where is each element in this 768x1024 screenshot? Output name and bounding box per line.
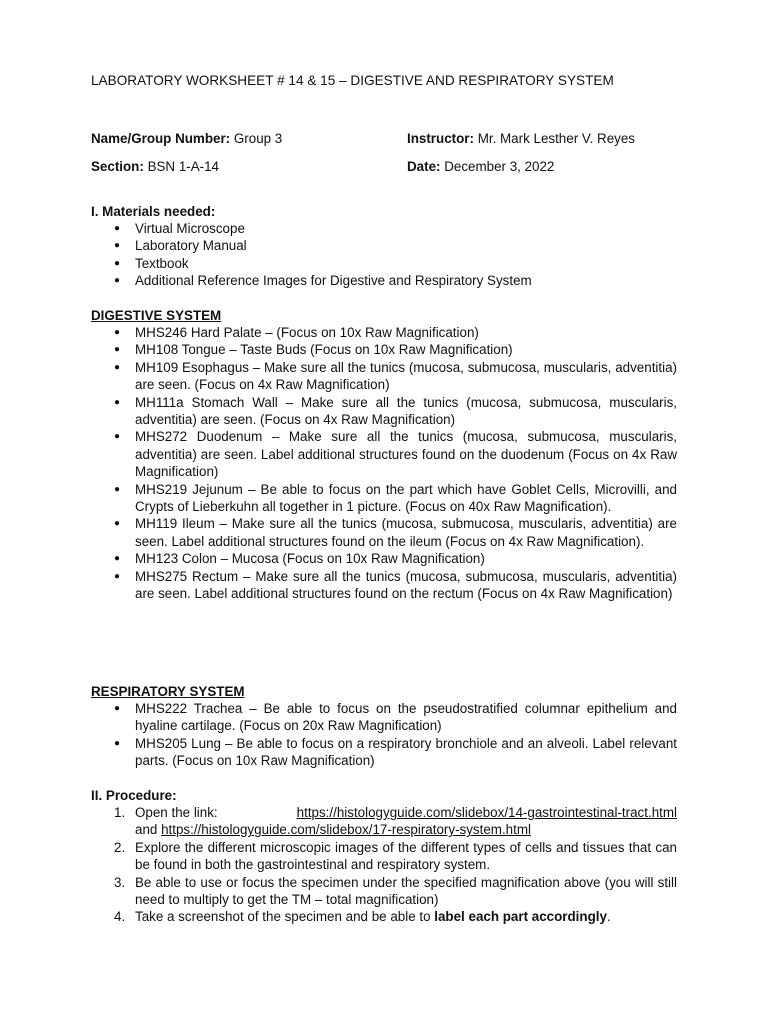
- name-group-value: Group 3: [233, 131, 283, 146]
- instructor-label: Instructor:: [407, 131, 474, 146]
- respiratory-list: [114, 700, 677, 770]
- materials-heading: I. Materials needed:: [91, 204, 216, 219]
- list-item: ● MHS246 Hard Palate – (Focus on 10x Raw Magnification): [114, 325, 479, 340]
- list-item: ● Laboratory Manual: [114, 238, 247, 254]
- step-text: Open the link:: [135, 805, 218, 820]
- step-text: Take a screenshot of the specimen and be able to: [135, 909, 431, 925]
- list-item: ● MHS275 Rectum – Make sure all the tunics (mucosa, submucosa, muscularis, adventitia) are seen. Label additional structures found on the rectum (Focus on 4x Raw Magnification): [114, 568, 677, 602]
- step-text: Be able to use or focus the specimen under the specified magnification above (you will still need to multiply to get the TM – total magnification): [135, 874, 677, 908]
- step-number: 2.: [114, 839, 126, 855]
- materials-list: [114, 220, 677, 290]
- section-field: [91, 158, 219, 175]
- step-emphasis: label each part accordingly: [434, 909, 607, 925]
- bullet-icon: ●: [114, 518, 121, 530]
- bullet-icon: ●: [114, 327, 121, 338]
- bullet-icon: ●: [114, 396, 121, 408]
- step-number: 3.: [114, 874, 126, 890]
- bullet-icon: ●: [114, 703, 121, 714]
- bullet-icon: ●: [114, 737, 121, 749]
- bullet-icon: ●: [114, 483, 121, 495]
- gastrointestinal-link[interactable]: https://histologyguide.com/slidebox/14-gastrointestinal-tract.html: [296, 805, 677, 820]
- list-item: ● MH119 Ileum – Make sure all the tunics (mucosa, submucosa, muscularis, adventitia) are seen. Label additional structures found on the ileum (Focus on 4x Raw Magnification).: [114, 516, 677, 549]
- step-period: .: [606, 909, 611, 925]
- list-item: ● Textbook: [114, 255, 189, 271]
- date-label: Date:: [407, 159, 441, 174]
- list-item: ● MH109 Esophagus – Make sure all the tunics (mucosa, submucosa, muscularis, adventitia) are seen. (Focus on 4x Raw Magnification): [114, 359, 677, 393]
- bullet-icon: ●: [114, 275, 121, 287]
- step-text: Explore the different microscopic images of the different types of cells and tissues that can be found in both the gastrointestinal and respiratory system.: [135, 839, 677, 873]
- list-item: ● MH123 Colon – Mucosa (Focus on 10x Raw Magnification): [114, 551, 485, 567]
- step-text-and: and: [135, 822, 158, 838]
- list-item: ● Additional Reference Images for Digestive and Respiratory System: [114, 273, 532, 289]
- instructor-field: [407, 130, 635, 147]
- respiratory-link[interactable]: https://histologyguide.com/slidebox/17-respiratory-system.html: [161, 822, 531, 838]
- digestive-heading: DIGESTIVE SYSTEM: [91, 308, 222, 323]
- procedure-step: [114, 804, 677, 839]
- bullet-icon: ●: [114, 223, 121, 234]
- name-group-label: Name/Group Number:: [91, 131, 231, 146]
- page-title: LABORATORY WORKSHEET # 14 & 15 – DIGESTIVE AND RESPIRATORY SYSTEM: [91, 73, 614, 88]
- respiratory-heading: RESPIRATORY SYSTEM: [91, 684, 245, 699]
- list-item: ● MHS272 Duodenum – Make sure all the tunics (mucosa, submucosa, muscularis, adventitia) are seen. Label additional structures found on the duodenum (Focus on 4x Raw Magnification): [114, 429, 677, 480]
- bullet-icon: ●: [114, 240, 121, 252]
- procedure-heading: II. Procedure:: [91, 788, 177, 803]
- instructor-value: Mr. Mark Lesther V. Reyes: [477, 131, 635, 146]
- section-value: BSN 1-A-14: [147, 159, 220, 174]
- procedure-step: [114, 839, 677, 874]
- procedure-list: [114, 804, 677, 926]
- list-item: ● Virtual Microscope: [114, 221, 245, 236]
- procedure-step: [114, 874, 677, 909]
- list-item: ● MHS219 Jejunum – Be able to focus on the part which have Goblet Cells, Microvilli, and Crypts of Lieberkuhn all together in 1 picture. (Focus on 40x Raw Magnification).: [114, 481, 677, 515]
- bullet-icon: ●: [114, 553, 121, 565]
- step-number: 4.: [114, 909, 126, 925]
- list-item: ● MHS205 Lung – Be able to focus on a respiratory bronchiole and an alveoli. Label relevant parts. (Focus on 10x Raw Magnification): [114, 735, 677, 769]
- procedure-step: [114, 908, 677, 925]
- bullet-icon: ●: [114, 431, 121, 443]
- name-group-field: [91, 130, 282, 147]
- bullet-icon: ●: [114, 570, 121, 582]
- list-item: ● MHS222 Trachea – Be able to focus on the pseudostratified columnar epithelium and hyaline cartilage. (Focus on 20x Raw Magnification): [114, 701, 677, 734]
- bullet-icon: ●: [114, 344, 121, 356]
- bullet-icon: ●: [114, 257, 121, 269]
- list-item: ● MH111a Stomach Wall – Make sure all the tunics (mucosa, submucosa, muscularis, adventitia) are seen. (Focus on 4x Raw Magnification): [114, 394, 677, 428]
- list-item: ● MH108 Tongue – Taste Buds (Focus on 10x Raw Magnification): [114, 342, 513, 358]
- date-value: December 3, 2022: [444, 159, 555, 174]
- bullet-icon: ●: [114, 361, 121, 373]
- digestive-list: [114, 324, 677, 603]
- section-label: Section:: [91, 159, 144, 174]
- date-field: [407, 158, 554, 175]
- step-number: 1.: [114, 805, 126, 820]
